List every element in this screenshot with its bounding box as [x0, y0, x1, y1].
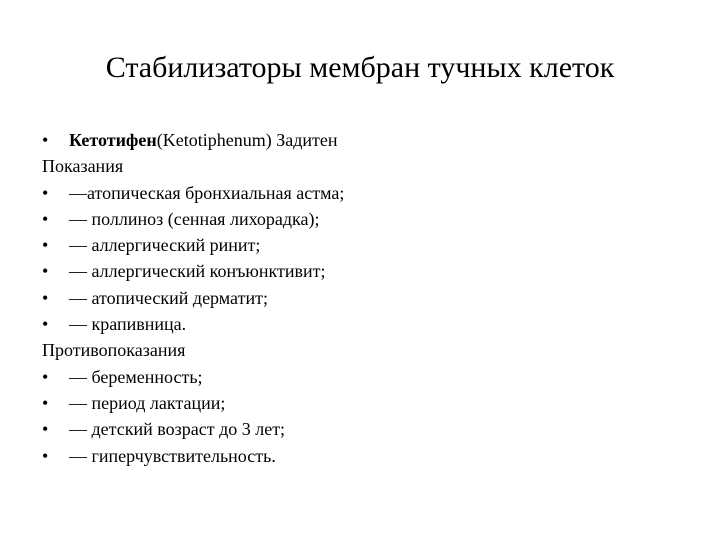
contraindication-text: — беременность; [69, 366, 203, 387]
contraindication-text: — детский возраст до 3 лет; [69, 419, 286, 440]
slide-title: Стабилизаторы мембран тучных клеток [105, 51, 615, 84]
bullet: • [42, 392, 49, 413]
bullet: • [42, 366, 49, 387]
list-item [42, 258, 702, 284]
list-item [42, 206, 702, 232]
bullet: • [42, 235, 49, 256]
list-item [42, 311, 702, 337]
bullet: • [42, 287, 49, 308]
bullet: • [42, 208, 49, 229]
list-item [42, 232, 702, 258]
indication-text: —атопическая бронхиальная астма; [69, 182, 345, 203]
drug-name: Кетотифен [69, 130, 157, 150]
contraindication-text: — гиперчувствительность. [69, 445, 276, 466]
list-item [42, 180, 702, 206]
bullet: • [42, 261, 49, 282]
bullet: • [42, 130, 49, 150]
indications-heading: Показания [42, 156, 124, 177]
bullet: • [42, 314, 49, 335]
bullet: • [42, 445, 49, 466]
slide-content [42, 127, 702, 469]
drug-trade-name: Задитен [276, 130, 338, 150]
drug-latin-name: (Ketotiphenum) [156, 130, 272, 150]
indication-text: — атопический дерматит; [69, 287, 268, 308]
list-item [42, 390, 702, 416]
contraindications-heading: Противопоказания [42, 340, 186, 361]
drug-line [42, 127, 702, 153]
indication-text: — аллергический ринит; [69, 235, 261, 256]
contraindication-text: — период лактации; [69, 392, 226, 413]
indication-text: — аллергический конъюнктивит; [69, 261, 326, 282]
indication-text: — поллиноз (сенная лихорадка); [69, 208, 320, 229]
bullet: • [42, 182, 49, 203]
bullet: • [42, 419, 49, 440]
list-item [42, 285, 702, 311]
indication-text: — крапивница. [69, 314, 187, 335]
list-item [42, 443, 702, 469]
list-item [42, 416, 702, 442]
list-item [42, 364, 702, 390]
